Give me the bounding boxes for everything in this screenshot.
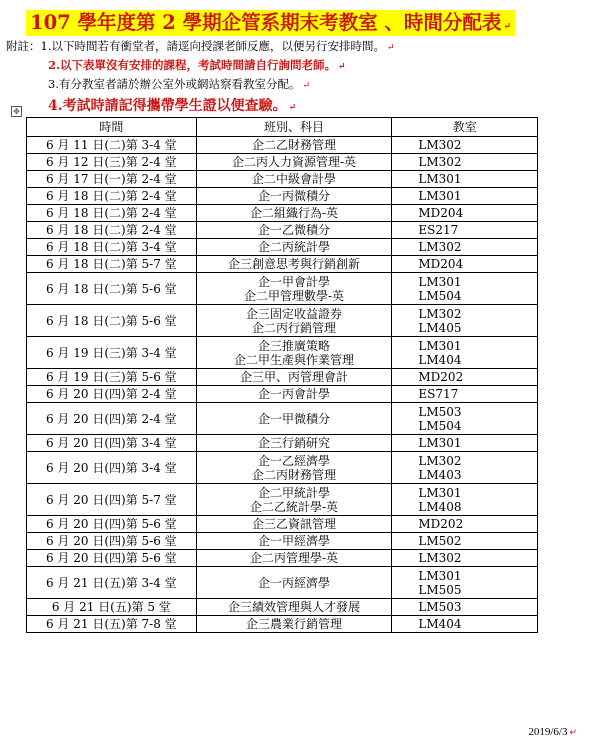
class-subject-line: 企三創意思考與行銷創新	[228, 257, 361, 271]
room-line: LM301	[418, 172, 462, 186]
class-subject-line: 企二乙統計學-英	[249, 499, 339, 514]
notes-section	[6, 38, 395, 117]
class-subject-line: 企二甲管理數學-英	[243, 288, 345, 303]
class-subject-line: 企三行銷研究	[258, 436, 331, 450]
table-row	[27, 599, 538, 616]
room-line: LM405	[418, 320, 462, 335]
room-line: MD204	[418, 257, 464, 271]
header-time: 時間	[27, 118, 197, 137]
class-subject-line: 企一丙經濟學	[258, 575, 331, 590]
cell-time: 6 月 18 日(二)第 5-6 堂	[27, 305, 197, 337]
room-line: LM504	[418, 418, 462, 433]
cell-class-subject	[196, 154, 392, 171]
room-line: LM403	[418, 467, 462, 482]
note-4: 4.考試時請記得攜帶學生證以便查驗。 ↵	[48, 98, 297, 114]
table-row	[27, 337, 538, 369]
room-line: LM503	[418, 404, 462, 419]
table-row	[27, 188, 538, 205]
class-subject-line: 企一甲經濟學	[258, 534, 331, 548]
cell-time: 6 月 18 日(二)第 2-4 堂	[27, 205, 197, 222]
room-line: LM301	[418, 274, 462, 289]
room-line: ES217	[418, 223, 459, 237]
class-subject-line: 企二丙統計學	[258, 240, 331, 254]
cell-time: 6 月 20 日(四)第 2-4 堂	[27, 386, 197, 403]
cell-class-subject	[196, 452, 392, 484]
class-subject-line: 企二組織行為-英	[249, 206, 339, 220]
table-row	[27, 452, 538, 484]
cell-time: 6 月 20 日(四)第 3-4 堂	[27, 452, 197, 484]
cell-class-subject	[196, 550, 392, 567]
cell-time: 6 月 20 日(四)第 5-6 堂	[27, 516, 197, 533]
room-line: LM302	[418, 155, 462, 169]
cell-class-subject	[196, 188, 392, 205]
cell-room	[392, 171, 538, 188]
class-subject-line: 企三固定收益證券	[246, 306, 343, 321]
cell-room	[392, 550, 538, 567]
cell-room	[392, 616, 538, 633]
class-subject-line: 企二丙管理學-英	[249, 551, 339, 565]
class-subject-line: 企三甲、丙管理會計	[240, 370, 349, 384]
room-line: LM302	[418, 240, 462, 254]
table-row	[27, 616, 538, 633]
cell-room	[392, 369, 538, 386]
table-row	[27, 484, 538, 516]
note-3: 3.有分教室者請於辦公室外或網站察看教室分配。 ↵	[48, 77, 311, 91]
table-row	[27, 516, 538, 533]
cell-class-subject	[196, 205, 392, 222]
class-subject-line: 企二丙行銷管理	[252, 320, 337, 335]
cell-class-subject	[196, 567, 392, 599]
note-2: 2.以下表單沒有安排的課程，考試時間請自行詢問老師。 ↵	[48, 58, 346, 72]
room-line: LM301	[418, 568, 462, 583]
room-line: MD202	[418, 370, 464, 384]
cell-room	[392, 222, 538, 239]
room-line: LM408	[418, 499, 462, 514]
room-line: LM301	[418, 189, 462, 203]
table-row	[27, 273, 538, 305]
table-row	[27, 239, 538, 256]
table-row	[27, 369, 538, 386]
table-row	[27, 533, 538, 550]
header-room: 教室	[392, 118, 538, 137]
cell-room	[392, 188, 538, 205]
room-line: ES717	[418, 387, 459, 401]
cell-room	[392, 516, 538, 533]
cell-class-subject	[196, 616, 392, 633]
cell-room	[392, 137, 538, 154]
cell-room	[392, 452, 538, 484]
room-line: LM301	[418, 436, 462, 450]
table-row	[27, 137, 538, 154]
class-subject-line: 企二丙人力資源管理-英	[231, 155, 357, 169]
cell-time: 6 月 18 日(二)第 5-7 堂	[27, 256, 197, 273]
cell-class-subject	[196, 386, 392, 403]
cell-room	[392, 435, 538, 452]
table-row	[27, 256, 538, 273]
room-line: LM302	[418, 306, 462, 321]
table-row	[27, 154, 538, 171]
cell-time: 6 月 17 日(一)第 2-4 堂	[27, 171, 197, 188]
cell-room	[392, 273, 538, 305]
room-line: LM302	[418, 453, 462, 468]
header-class-subject: 班別、科目	[196, 118, 392, 137]
table-row	[27, 305, 538, 337]
cell-time: 6 月 20 日(四)第 2-4 堂	[27, 403, 197, 435]
cell-time: 6 月 20 日(四)第 5-6 堂	[27, 533, 197, 550]
class-subject-line: 企二甲生產與作業管理	[234, 352, 355, 367]
cell-class-subject	[196, 484, 392, 516]
cell-room	[392, 154, 538, 171]
class-subject-line: 企一丙微積分	[258, 189, 331, 203]
table-row	[27, 567, 538, 599]
cell-class-subject	[196, 403, 392, 435]
cell-class-subject	[196, 369, 392, 386]
room-line: LM301	[418, 338, 462, 353]
class-subject-line: 企二乙財務管理	[252, 138, 337, 152]
document-date: 2019/6/3 ↵	[528, 726, 577, 738]
cell-class-subject	[196, 239, 392, 256]
cell-class-subject	[196, 337, 392, 369]
class-subject-line: 企二甲統計學	[258, 485, 331, 500]
cell-time: 6 月 20 日(四)第 5-6 堂	[27, 550, 197, 567]
table-header-row	[27, 118, 538, 137]
cell-class-subject	[196, 599, 392, 616]
class-subject-line: 企二中級會計學	[252, 172, 337, 186]
cell-class-subject	[196, 435, 392, 452]
cell-room	[392, 256, 538, 273]
cell-room	[392, 239, 538, 256]
cell-room	[392, 386, 538, 403]
table-row	[27, 386, 538, 403]
cell-class-subject	[196, 137, 392, 154]
cell-time: 6 月 20 日(四)第 5-7 堂	[27, 484, 197, 516]
cell-time: 6 月 21 日(五)第 3-4 堂	[27, 567, 197, 599]
table-row	[27, 222, 538, 239]
cell-time: 6 月 21 日(五)第 7-8 堂	[27, 616, 197, 633]
room-line: LM404	[418, 352, 462, 367]
cell-time: 6 月 11 日(二)第 3-4 堂	[27, 137, 197, 154]
cell-room	[392, 484, 538, 516]
table-row	[27, 205, 538, 222]
document-title: 107 學年度第 2 學期企管系期末考教室 、時間分配表 ↵	[26, 10, 515, 36]
class-subject-line: 企一乙經濟學	[258, 453, 331, 468]
class-subject-line: 企一甲微積分	[258, 411, 331, 426]
cell-class-subject	[196, 305, 392, 337]
room-line: LM404	[418, 617, 462, 631]
class-subject-line: 企一丙會計學	[258, 387, 331, 401]
room-line: LM505	[418, 582, 462, 597]
table-row	[27, 171, 538, 188]
cell-room	[392, 337, 538, 369]
cell-room	[392, 599, 538, 616]
cell-room	[392, 305, 538, 337]
exam-schedule-table	[26, 117, 538, 633]
cell-class-subject	[196, 533, 392, 550]
room-line: LM502	[418, 534, 462, 548]
room-line: LM504	[418, 288, 462, 303]
room-line: LM302	[418, 138, 462, 152]
class-subject-line: 企三績效管理與人才發展	[228, 600, 361, 614]
class-subject-line: 企一甲會計學	[258, 274, 331, 289]
table-move-handle-icon[interactable]: ✥	[11, 106, 22, 117]
room-line: LM301	[418, 485, 462, 500]
room-line: LM503	[418, 600, 462, 614]
room-line: MD204	[418, 206, 464, 220]
cell-class-subject	[196, 273, 392, 305]
cell-time: 6 月 18 日(二)第 2-4 堂	[27, 188, 197, 205]
cell-class-subject	[196, 516, 392, 533]
note-1: 附註：1.以下時間若有衝堂者，請逕向授課老師反應，以便另行安排時間。 ↵	[6, 39, 395, 53]
cell-room	[392, 567, 538, 599]
cell-room	[392, 403, 538, 435]
table-row	[27, 435, 538, 452]
class-subject-line: 企一乙微積分	[258, 223, 331, 237]
room-line: MD202	[418, 517, 464, 531]
cell-time: 6 月 18 日(二)第 2-4 堂	[27, 222, 197, 239]
cell-time: 6 月 21 日(五)第 5 堂	[27, 599, 197, 616]
class-subject-line: 企二丙財務管理	[252, 467, 337, 482]
room-line: LM302	[418, 551, 462, 565]
cell-room	[392, 205, 538, 222]
table-row	[27, 403, 538, 435]
cell-time: 6 月 18 日(二)第 3-4 堂	[27, 239, 197, 256]
cell-class-subject	[196, 222, 392, 239]
class-subject-line: 企三推廣策略	[258, 338, 331, 353]
table-row	[27, 550, 538, 567]
cell-time: 6 月 12 日(三)第 2-4 堂	[27, 154, 197, 171]
cell-time: 6 月 19 日(三)第 5-6 堂	[27, 369, 197, 386]
cell-class-subject	[196, 256, 392, 273]
cell-time: 6 月 20 日(四)第 3-4 堂	[27, 435, 197, 452]
cell-time: 6 月 18 日(二)第 5-6 堂	[27, 273, 197, 305]
cell-class-subject	[196, 171, 392, 188]
class-subject-line: 企三農業行銷管理	[246, 617, 343, 631]
cell-room	[392, 533, 538, 550]
cell-time: 6 月 19 日(三)第 3-4 堂	[27, 337, 197, 369]
class-subject-line: 企三乙資訊管理	[252, 517, 337, 531]
